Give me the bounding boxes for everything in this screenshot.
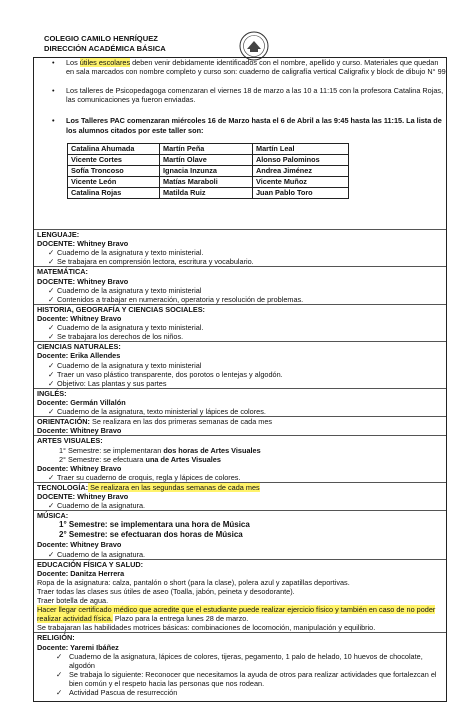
list-item: ✓ Se trabajara en comprensión lectora, escritura y vocabulario. <box>48 257 254 267</box>
subject-ciencias <box>34 341 446 388</box>
check-icon: ✓ <box>56 669 63 679</box>
check-icon: ✓ <box>48 332 55 342</box>
subject-tecnologia <box>34 482 446 510</box>
subject-title: CIENCIAS NATURALES: <box>37 342 121 352</box>
list-item: ✓ Cuaderno de la asignatura y texto ministerial <box>48 360 202 370</box>
list-item: ✓ Se trabajara los derechos de los niños. <box>48 332 184 342</box>
subject-title: HISTORIA, GEOGRAFÍA Y CIENCIAS SOCIALES: <box>37 304 205 314</box>
subject-matematica <box>34 266 446 303</box>
check-icon: ✓ <box>48 369 55 379</box>
highlighted-text: útiles escolares <box>79 58 131 67</box>
bullet: • <box>52 116 55 126</box>
list-item: ✓ Cuaderno de la asignatura. <box>48 549 146 559</box>
check-icon: ✓ <box>56 651 63 661</box>
subject-title: INGLÉS: <box>37 388 67 398</box>
list-item: ✓ Actividad Pascua de resurrección <box>56 688 178 698</box>
students-table <box>67 143 349 199</box>
highlighted-text: Se realizara en las segundas semanas de cada mes <box>88 482 260 492</box>
table-row: Sofía Troncoso Ignacia Inzunza Andrea Jiménez <box>68 165 349 176</box>
check-icon: ✓ <box>48 501 55 511</box>
teacher-name: Docente: Whitney Bravo <box>37 540 122 550</box>
list-item: ✓ Traer su cuaderno de croquis, regla y lápices de colores. <box>48 472 241 482</box>
table-row: Catalina Rojas Matilda Ruiz Juan Pablo Toro <box>68 187 349 198</box>
table-row: Vicente Cortes Martín Olave Alonso Palominos <box>68 154 349 165</box>
subject-title: ARTES VISUALES: <box>37 436 103 446</box>
department-name: DIRECCIÓN ACADÉMICA BÁSICA <box>44 43 166 53</box>
highlighted-text: Hacer llegar certificado médico que acredite que el estudiante puede realizar ejercicio físico y también en caso de no poder realizar actividad física. <box>37 605 436 624</box>
subject-orientacion: ORIENTACIÓN: Se realizara en las dos primeras semanas de cada mes Docente: Whitney Bravo <box>34 416 446 435</box>
list-item: • Los Talleres PAC comenzaran miércoles 16 de Marzo hasta el 6 de Abril a las 9:45 hasta las 11:15. La lista de los alumnos citados por este taller son: <box>52 116 442 135</box>
list-item: ✓ Cuaderno de la asignatura. <box>48 501 146 511</box>
bullet: • <box>52 86 55 96</box>
subject-title: LENGUAJE: <box>37 230 80 239</box>
subject-musica: MÚSICA: 1° Semestre: se implementara una hora de Música 2° Semestre: se efectuaran dos horas de Música Docente: Whitney Bravo ✓ Cuaderno de la asignatura. <box>34 510 446 558</box>
subjects-section <box>34 229 446 697</box>
school-header <box>44 34 166 54</box>
list-item: ✓ Contenidos a trabajar en numeración, operatoria y resolución de problemas. <box>48 294 304 304</box>
teacher-name: Docente: Danitza Herrera <box>37 568 125 578</box>
teacher-name: Docente: Erika Allendes <box>37 351 121 361</box>
teacher-name: Docente: Whitney Bravo <box>37 426 122 436</box>
check-icon: ✓ <box>48 549 55 559</box>
subject-title: TECNOLOGÍA: <box>37 482 89 492</box>
check-icon: ✓ <box>48 323 55 333</box>
teacher-name: DOCENTE: Whitney Bravo <box>37 276 129 286</box>
table-row: Catalina Ahumada Martín Peña Martín Leal <box>68 143 349 154</box>
subject-artes: ARTES VISUALES: 1° Semestre: se implementaran dos horas de Artes Visuales 2° Semestre: se efectuara una de Artes Visuales Docente: Whitney Bravo ✓ Traer su cuaderno de croquis, regla y lápices de colores. <box>34 435 446 482</box>
subject-edfisica: EDUCACIÓN FÍSICA Y SALUD: Docente: Danitza Herrera Ropa de la asignatura: calza, pantalón o short (para la clase), polera azul y zapatillas deportivas. Traer todas las clases sus útiles de aseo (Toalla, jabón, peineta y desodorante). Traer botella de agua. Hacer llegar certificado médico que acredite que el estudiante puede realizar ejercicio físico y también en caso de no poder realizar actividad física. Plazo para la entrega lunes 28 de marzo. Se trabajaran las habilidades motrices básicas: combinaciones de locomoción, manipulación y equilibrio. <box>34 559 446 633</box>
subject-title: MATEMÁTICA: <box>37 267 88 277</box>
subject-title: RELIGIÓN: <box>37 633 75 643</box>
check-icon: ✓ <box>48 407 55 417</box>
subject-lenguaje <box>34 229 446 266</box>
list-item: • Los útiles escolares deben venir debidamente identificados con el nombre, apellido y curso. Materiales que quedan en sala marcados con nombre completo y curso son: cuaderno de caligrafía vertical Caligrafix y block de dibujo N° 99 <box>52 58 446 77</box>
list-item: ✓ Traer un vaso plástico transparente, dos porotos o lentejas y algodón. <box>48 369 283 379</box>
list-item: ✓ Cuaderno de la asignatura y texto ministerial. <box>48 323 204 333</box>
teacher-name: DOCENTE: Whitney Bravo <box>37 239 129 249</box>
list-item: ✓ Cuaderno de la asignatura, texto ministerial y lápices de colores. <box>48 407 266 417</box>
list-item: ✓ Cuaderno de la asignatura y texto ministerial. <box>48 248 204 258</box>
check-icon: ✓ <box>48 472 55 482</box>
check-icon: ✓ <box>48 294 55 304</box>
check-icon: ✓ <box>48 285 55 295</box>
check-icon: ✓ <box>48 248 55 258</box>
subject-religion <box>34 632 446 697</box>
school-name: COLEGIO CAMILO HENRÍQUEZ <box>44 34 158 43</box>
check-icon: ✓ <box>48 378 55 388</box>
check-icon: ✓ <box>48 360 55 370</box>
subject-title: MÚSICA: <box>37 511 69 521</box>
subject-ingles <box>34 388 446 416</box>
list-item: ✓ Cuaderno de la asignatura y texto ministerial <box>48 285 202 295</box>
subject-title: ORIENTACIÓN: <box>37 417 90 427</box>
subject-historia <box>34 304 446 341</box>
list-item: • Los talleres de Psicopedagoga comenzaran el viernes 18 de marzo a las 10 a 11:15 con la profesora Catalina Rojas, las comunicaciones ya fueron enviadas. <box>52 86 444 105</box>
check-icon: ✓ <box>48 257 55 267</box>
teacher-name: DOCENTE: Whitney Bravo <box>37 492 129 502</box>
table-row: Vicente León Matías Maraboli Vicente Muñoz <box>68 176 349 187</box>
intro-section <box>34 58 446 223</box>
list-item: ✓ Objetivo: Las plantas y sus partes <box>48 378 167 388</box>
teacher-name: Docente: Whitney Bravo <box>37 313 122 323</box>
bullet: • <box>52 58 55 67</box>
list-item: ✓ Cuaderno de la asignatura, lápices de colores, tijeras, pegamento, 1 palo de helado, 10 huevos de chocolate, algodón <box>56 651 423 670</box>
teacher-name: Docente: Yaremi Ibáñez <box>37 642 119 652</box>
teacher-name: Docente: Germán Villalón <box>37 397 126 407</box>
list-item: ✓ Se trabaja lo siguiente: Reconocer que necesitamos la ayuda de otros para realizar actividades que fortalezcan el bien común y el respeto hacia las personas que nos rodean. <box>56 669 437 689</box>
teacher-name: Docente: Whitney Bravo <box>37 463 122 473</box>
subject-title: EDUCACIÓN FÍSICA Y SALUD: <box>37 559 144 569</box>
check-icon: ✓ <box>56 688 63 698</box>
